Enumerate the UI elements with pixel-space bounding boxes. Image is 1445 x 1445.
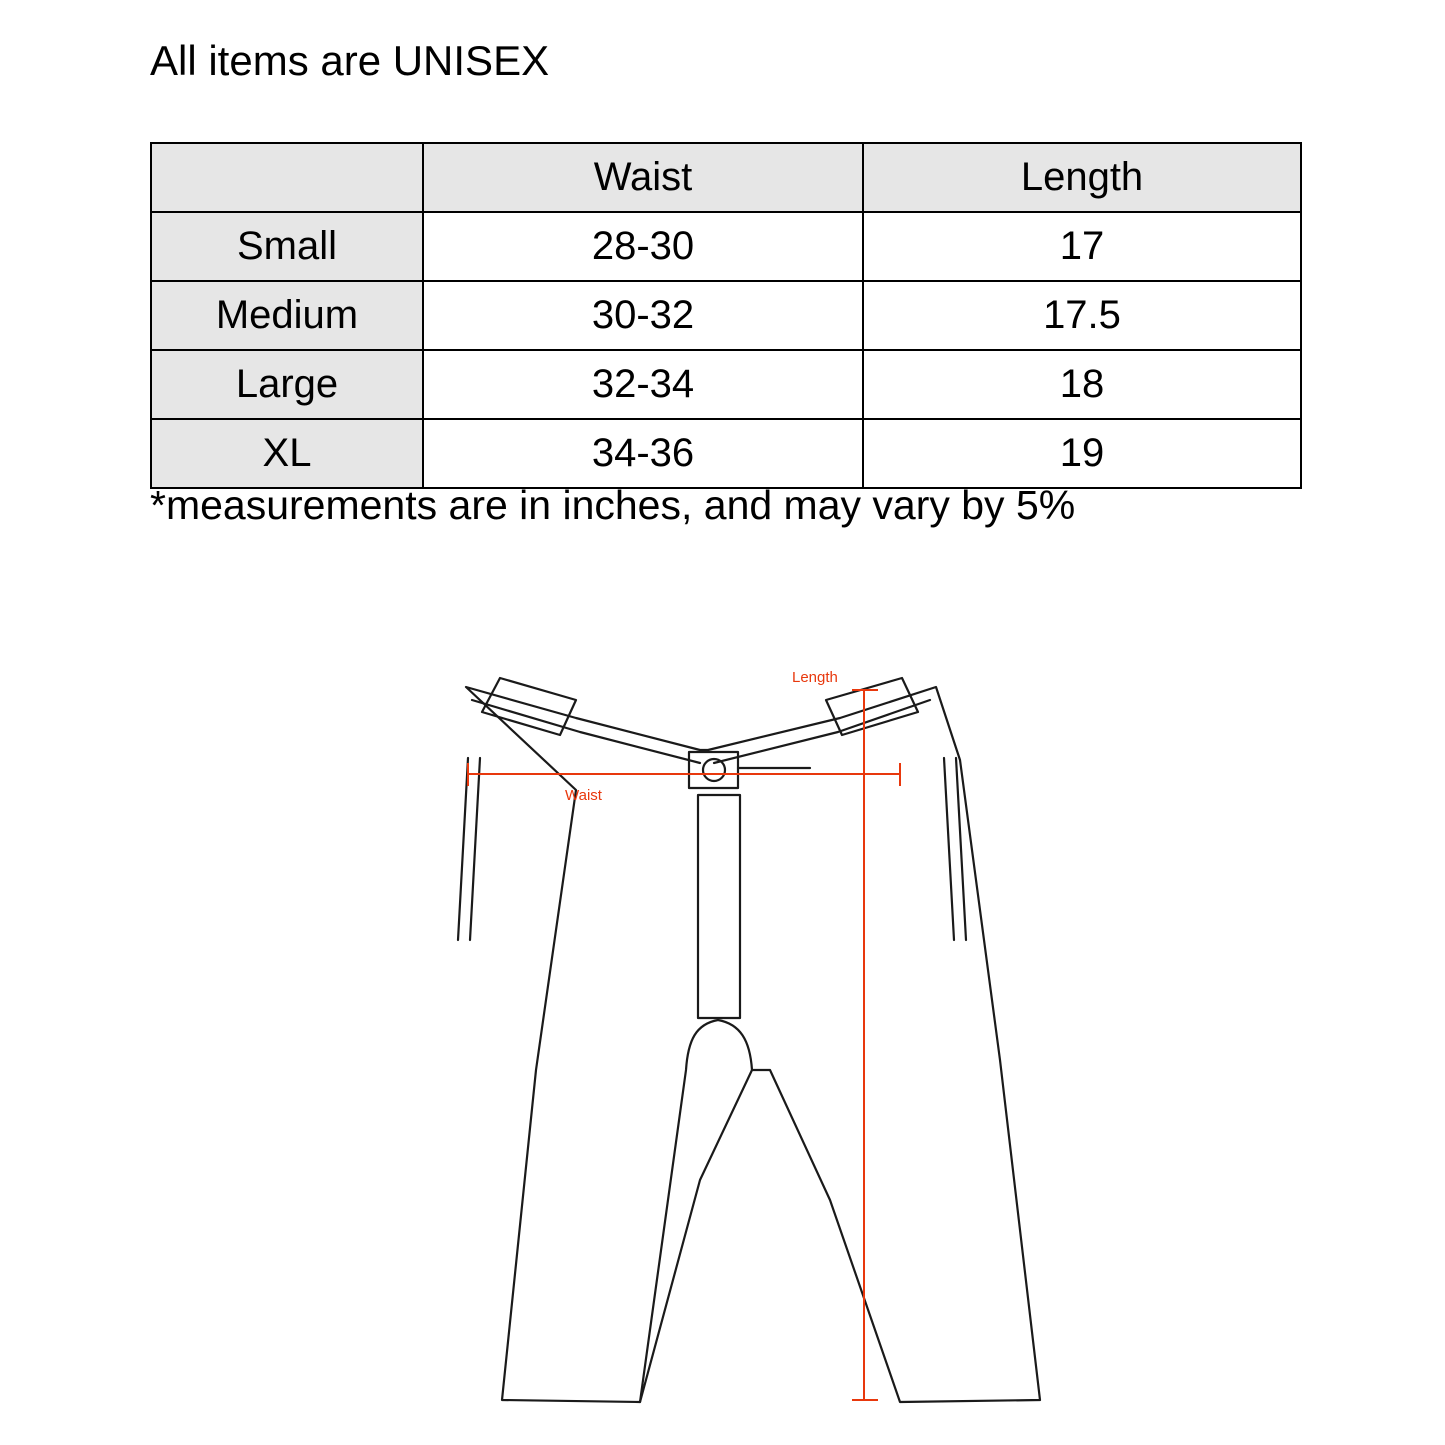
page-title: All items are UNISEX	[150, 37, 550, 84]
measurement-footnote: *measurements are in inches, and may vary by 5%	[150, 482, 1076, 528]
table-header-row	[151, 143, 1301, 212]
row-length-value: 17	[863, 212, 1301, 281]
table-header-length: Length	[863, 143, 1301, 212]
table-row	[151, 350, 1301, 419]
row-waist-value: 34-36	[423, 419, 863, 488]
row-size-label: XL	[151, 419, 423, 488]
table-header-waist: Waist	[423, 143, 863, 212]
row-size-label: Small	[151, 212, 423, 281]
waist-label: Waist	[565, 787, 602, 804]
row-size-label: Medium	[151, 281, 423, 350]
row-length-value: 18	[863, 350, 1301, 419]
row-length-value: 17.5	[863, 281, 1301, 350]
size-table	[150, 142, 1302, 489]
row-waist-value: 32-34	[423, 350, 863, 419]
row-length-value: 19	[863, 419, 1301, 488]
table-row	[151, 419, 1301, 488]
table-row	[151, 281, 1301, 350]
size-table-container	[150, 142, 1300, 489]
row-size-label: Large	[151, 350, 423, 419]
length-measure-annotation	[852, 690, 878, 1400]
shorts-outline-icon	[458, 678, 1040, 1402]
length-label: Length	[792, 669, 838, 686]
row-waist-value: 30-32	[423, 281, 863, 350]
waist-measure-annotation	[468, 763, 900, 786]
table-row	[151, 212, 1301, 281]
row-waist-value: 28-30	[423, 212, 863, 281]
table-header-corner	[151, 143, 423, 212]
shorts-diagram	[340, 640, 1100, 1430]
